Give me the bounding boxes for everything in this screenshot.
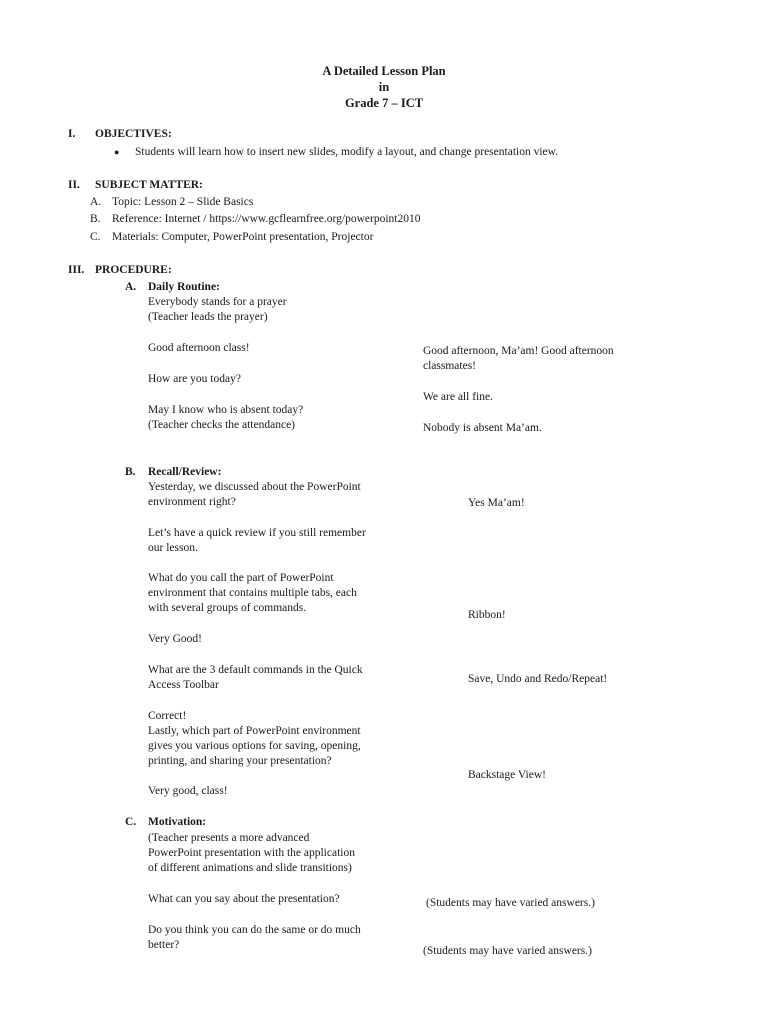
teacher-line: May I know who is absent today? [148, 404, 304, 416]
teacher-line: our lesson. [148, 542, 198, 554]
section-numeral: III. [68, 264, 85, 276]
teacher-line: Let’s have a quick review if you still remember [148, 527, 366, 539]
student-line: Nobody is absent Ma’am. [423, 422, 542, 434]
sub-marker: C. [125, 816, 137, 828]
teacher-line: (Teacher presents a more advanced [148, 832, 310, 844]
teacher-line: Everybody stands for a prayer [148, 296, 287, 308]
student-line: Ribbon! [468, 609, 506, 621]
student-line: Good afternoon, Ma’am! Good afternoon [423, 345, 614, 357]
teacher-line: environment right? [148, 496, 236, 508]
teacher-line: What can you say about the presentation? [148, 893, 340, 905]
teacher-line: environment that contains multiple tabs, each [148, 587, 357, 599]
teacher-line: with several groups of commands. [148, 602, 307, 614]
list-marker: B. [90, 213, 101, 225]
motivation-heading: Motivation: [148, 816, 207, 828]
subject-matter-heading: SUBJECT MATTER: [95, 179, 203, 191]
teacher-line: Good afternoon class! [148, 342, 250, 354]
procedure-heading: PROCEDURE: [95, 264, 172, 276]
section-numeral: II. [68, 179, 80, 191]
student-line: (Students may have varied answers.) [426, 897, 595, 909]
recall-review-heading: Recall/Review: [148, 466, 222, 478]
section-numeral: I. [68, 128, 76, 140]
teacher-line: Access Toolbar [148, 679, 219, 691]
teacher-line: Lastly, which part of PowerPoint environment [148, 725, 361, 737]
objective-item: Students will learn how to insert new slides, modify a layout, and change presentation view. [135, 146, 559, 158]
teacher-line: PowerPoint presentation with the application [148, 847, 355, 859]
student-line: We are all fine. [423, 391, 493, 403]
teacher-line: Yesterday, we discussed about the PowerPoint [148, 481, 361, 493]
bullet-icon: ● [114, 147, 120, 157]
student-line: Yes Ma’am! [468, 497, 525, 509]
teacher-line: gives you various options for saving, opening, [148, 740, 361, 752]
teacher-line: Very Good! [148, 633, 202, 645]
student-line: (Students may have varied answers.) [423, 945, 592, 957]
teacher-line: What are the 3 default commands in the Quick [148, 664, 363, 676]
document-title-in: in [378, 80, 390, 94]
teacher-line: Do you think you can do the same or do much [148, 924, 361, 936]
teacher-line: (Teacher checks the attendance) [148, 419, 296, 431]
subject-topic: Topic: Lesson 2 – Slide Basics [112, 196, 254, 208]
sub-marker: A. [125, 281, 137, 293]
teacher-line: of different animations and slide transitions) [148, 862, 352, 874]
objectives-heading: OBJECTIVES: [95, 128, 172, 140]
student-line: classmates! [423, 360, 477, 372]
document-subtitle: Grade 7 – ICT [344, 96, 424, 110]
teacher-line: How are you today? [148, 373, 241, 385]
teacher-line: printing, and sharing your presentation? [148, 755, 332, 767]
sub-marker: B. [125, 466, 136, 478]
list-marker: C. [90, 231, 101, 243]
subject-materials: Materials: Computer, PowerPoint presentation, Projector [112, 231, 374, 243]
teacher-line: Correct! [148, 710, 187, 722]
teacher-line: Very good, class! [148, 785, 228, 797]
teacher-line: What do you call the part of PowerPoint [148, 572, 334, 584]
list-marker: A. [90, 196, 102, 208]
teacher-line: better? [148, 939, 180, 951]
subject-reference: Reference: Internet / https://www.gcflearnfree.org/powerpoint2010 [112, 213, 421, 225]
student-line: Save, Undo and Redo/Repeat! [468, 673, 608, 685]
teacher-line: (Teacher leads the prayer) [148, 311, 268, 323]
daily-routine-heading: Daily Routine: [148, 281, 220, 293]
student-line: Backstage View! [468, 769, 546, 781]
document-title: A Detailed Lesson Plan [322, 64, 446, 78]
